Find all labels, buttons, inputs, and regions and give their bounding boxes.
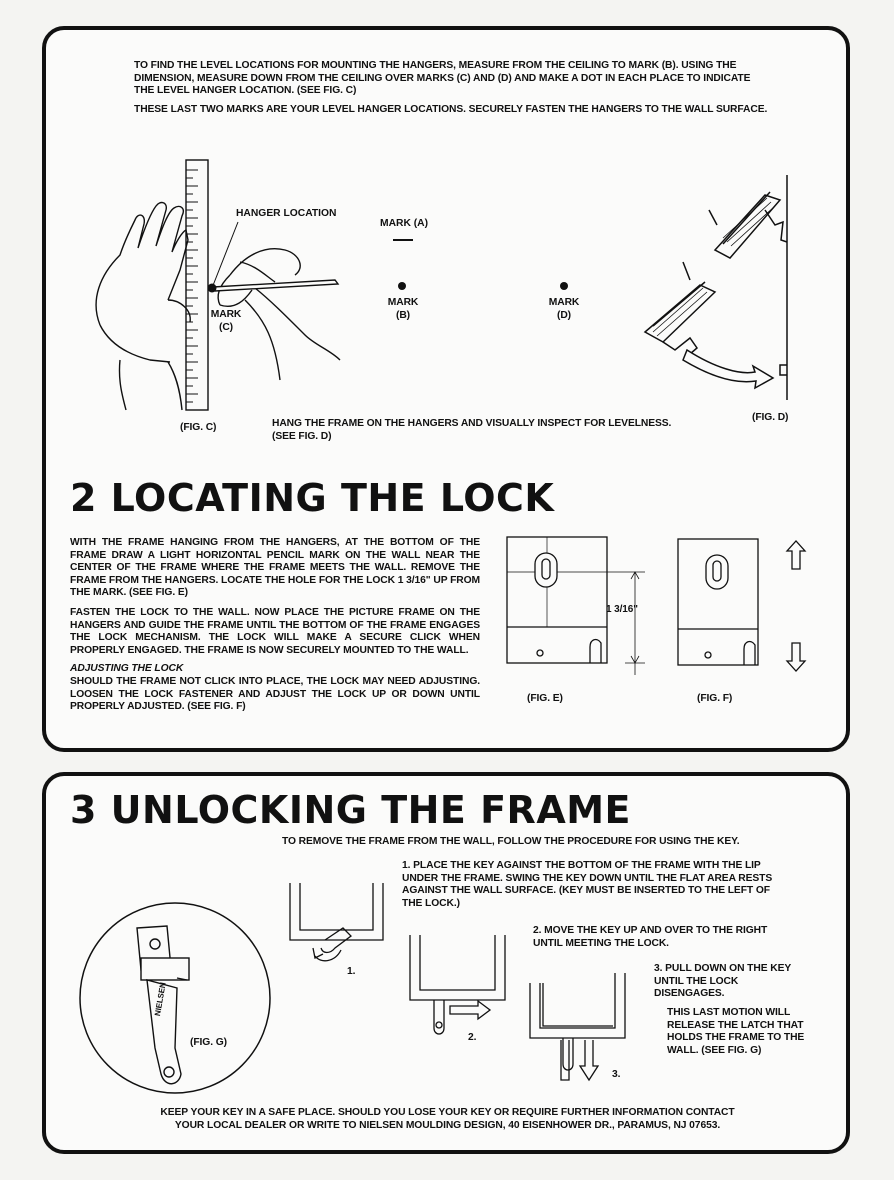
unlocking-intro: TO REMOVE THE FRAME FROM THE WALL, FOLLOW THE PROCEDURE FOR USING THE KEY.	[282, 836, 740, 847]
fig-d-caption: (FIG. D)	[752, 412, 789, 423]
intro-paragraph: TO FIND THE LEVEL LOCATIONS FOR MOUNTING THE HANGERS, MEASURE FROM THE CEILING TO MARK (B). USING THE DIMENSION, MEASURE DOWN FROM THE CEILING OVER MARKS (C) AND (D) AND MAKE A DOT IN EACH PLACE TO INDICATE THE LEVEL HANGER LOCATION. (SEE FIG. C)	[134, 60, 751, 97]
hanger-location-emphasis: HANGER LOCATION.	[192, 85, 295, 97]
fig-c-illustration	[80, 150, 340, 420]
adjusting-paragraph: SHOULD THE FRAME NOT CLICK INTO PLACE, THE LOCK MAY NEED ADJUSTING. LOOSEN THE LOCK FASTENER AND ADJUST THE LOCK UP OR DOWN UNTIL PROPERLY ADJUSTED. (SEE FIG. F)	[70, 676, 480, 713]
step-1-text: 1. PLACE THE KEY AGAINST THE BOTTOM OF THE FRAME WITH THE LIP UNDER THE FRAME. SWING THE KEY DOWN UNTIL THE FLAT AREA RESTS AGAINST THE WALL SURFACE. (KEY MUST BE INSERTED TO THE LEFT OF THE LOCK.)	[402, 860, 773, 909]
mark-b-dot	[398, 282, 406, 290]
fig-g-caption: (FIG. G)	[190, 1037, 227, 1048]
key-brand-text: NIELSEN	[152, 981, 168, 1017]
fig-e-caption: (FIG. E)	[527, 693, 563, 704]
step-3-text: 3. PULL DOWN ON THE KEY UNTIL THE LOCK DISENGAGES.	[654, 963, 791, 1000]
mark-b-label: MARK (B)	[387, 297, 419, 321]
intro-paragraph-2: THESE LAST TWO MARKS ARE YOUR LEVEL HANGER LOCATIONS. SECURELY FASTEN THE HANGERS TO THE WALL SURFACE.	[134, 104, 768, 115]
fastening-paragraph: FASTEN THE LOCK TO THE WALL. NOW PLACE THE PICTURE FRAME ON THE HANGERS AND GUIDE THE FRAME UNTIL THE BOTTOM OF THE FRAME ENGAGES THE LOCK MECHANISM. THE LOCK WILL MAKE A SECURE CLICK WHEN PROPERLY ENGAGED. THE FRAME IS NOW SECURELY MOUNTED TO THE WALL.	[70, 607, 480, 656]
footer-contact: KEEP YOUR KEY IN A SAFE PLACE. SHOULD YOU LOSE YOUR KEY OR REQUIRE FURTHER INFORMATION CONTACT YOUR LOCAL DEALER OR WRITE TO NIELSEN MOULDING DESIGN, 40 EISENHOWER DR., PARAMUS, NJ 07653.	[160, 1107, 735, 1131]
step-2-text: 2. MOVE THE KEY UP AND OVER TO THE RIGHT UNTIL MEETING THE LOCK.	[533, 925, 768, 949]
fig-d-illustration	[635, 170, 805, 410]
hanger-location-label: HANGER LOCATION	[236, 208, 337, 219]
fig-f-caption: (FIG. F)	[697, 693, 733, 704]
step-2-number: 2.	[468, 1032, 477, 1043]
step-2-illustration	[400, 930, 520, 1040]
mark-a-label: MARK (A)	[380, 218, 429, 229]
fig-e-dimension: 1 3/16"	[606, 604, 638, 615]
step-3-number: 3.	[612, 1069, 621, 1080]
fig-g-illustration	[75, 898, 275, 1098]
section-3-heading: 3 UNLOCKING THE FRAME	[70, 788, 631, 832]
step-3-illustration	[525, 968, 640, 1088]
mark-a-line	[393, 239, 413, 241]
hang-frame-text: HANG THE FRAME ON THE HANGERS AND VISUALLY INSPECT FOR LEVELNESS. (SEE FIG. D)	[272, 418, 672, 442]
fig-c-caption: (FIG. C)	[180, 422, 217, 433]
section-2-heading: 2 LOCATING THE LOCK	[70, 476, 555, 520]
step-1-illustration	[285, 878, 395, 968]
locating-paragraph: WITH THE FRAME HANGING FROM THE HANGERS, AT THE BOTTOM OF THE FRAME DRAW A LIGHT HORIZONTAL PENCIL MARK ON THE WALL NEAR THE CENTER OF THE FRAME WHERE THE FRAME MEETS THE WALL. REMOVE THE FRAME FROM THE HANGERS. LOCATE THE HOLE FOR THE LOCK 1 3/16" UP FROM THE MARK. (SEE FIG. E)	[70, 537, 480, 599]
mark-d-dot	[560, 282, 568, 290]
adjusting-subheading: ADJUSTING THE LOCK	[70, 663, 184, 674]
fig-f-illustration	[676, 537, 816, 683]
step-3-note: THIS LAST MOTION WILL RELEASE THE LATCH THAT HOLDS THE FRAME TO THE WALL. (SEE FIG. G)	[667, 1007, 805, 1056]
mark-d-label: MARK (D)	[548, 297, 580, 321]
step-1-number: 1.	[347, 966, 356, 977]
mark-c-label: MARK (C)	[210, 309, 242, 333]
